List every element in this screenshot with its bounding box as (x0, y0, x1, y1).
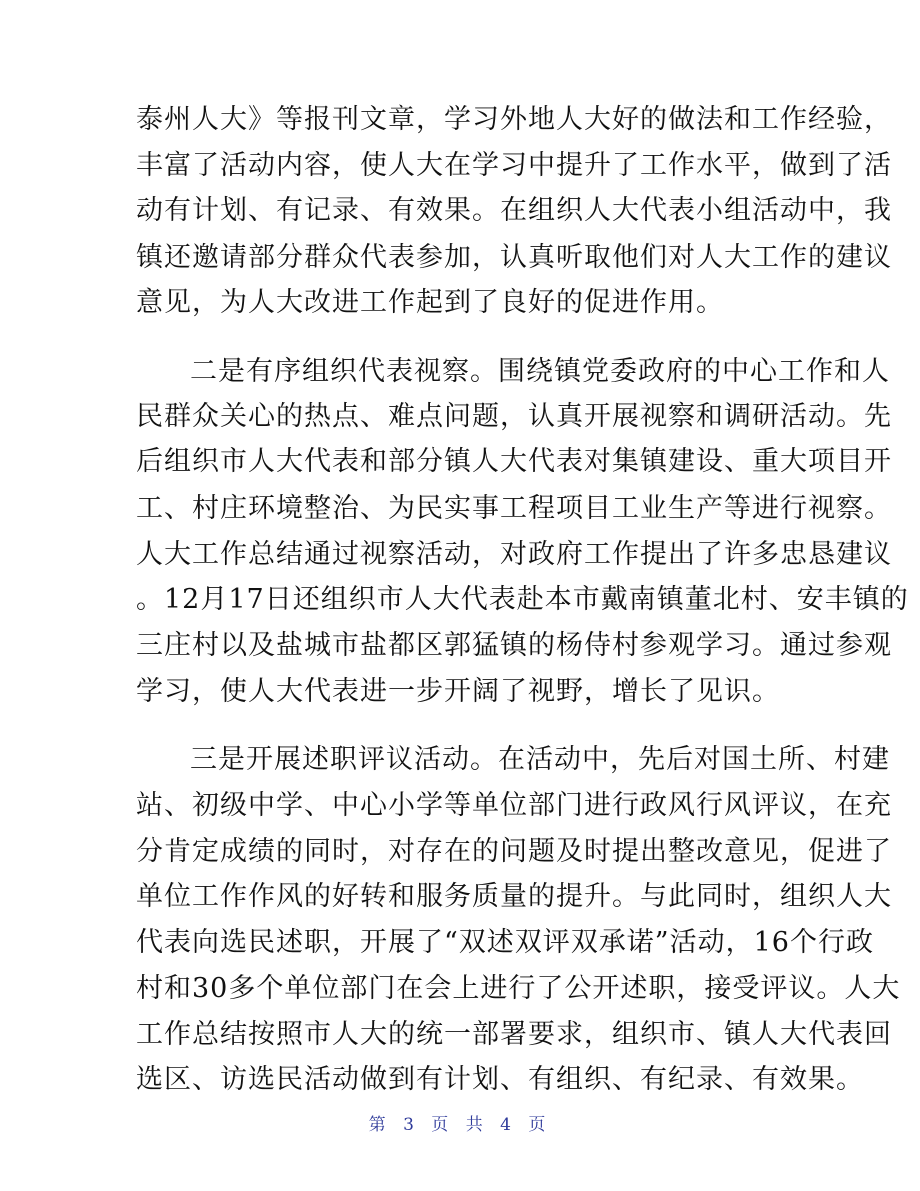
text-line: 工作总结按照市人大的统一部署要求，组织市、镇人大代表回 (136, 1019, 892, 1050)
text-line: 后组织市人大代表和部分镇人大代表对集镇建设、重大项目开 (136, 446, 892, 477)
text-line: 三庄村以及盐城市盐都区郭猛镇的杨侍村参观学习。通过参观 (136, 630, 892, 661)
text-line: 分肯定成绩的同时，对存在的问题及时提出整改意见，促进了 (136, 836, 892, 867)
text-line: 意见，为人大改进工作起到了良好的促进作用。 (136, 287, 724, 318)
text-line: 镇还邀请部分群众代表参加，认真听取他们对人大工作的建议 (136, 242, 892, 273)
text-line: 选区、访选民活动做到有计划、有组织、有纪录、有效果。 (136, 1064, 864, 1095)
page-number-footer: 第 3 页 共 4 页 (368, 1115, 552, 1135)
text-line: 人大工作总结通过视察活动，对政府工作提出了许多忠恳建议 (136, 539, 892, 570)
paragraph-start-line: 二是有序组织代表视察。围绕镇党委政府的中心工作和人 (190, 356, 890, 387)
text-line: 泰州人大》等报刊文章，学习外地人大好的做法和工作经验， (136, 104, 892, 135)
text-line: 。12月17日还组织市人大代表赴本市戴南镇董北村、安丰镇的 (136, 584, 909, 615)
text-line: 动有计划、有记录、有效果。在组织人大代表小组活动中，我 (136, 195, 892, 226)
text-line: 民群众关心的热点、难点问题，认真开展视察和调研活动。先 (136, 401, 892, 432)
text-line: 单位工作作风的好转和服务质量的提升。与此同时，组织人大 (136, 881, 892, 912)
text-line: 代表向选民述职，开展了“双述双评双承诺”活动，16个行政 (136, 927, 874, 958)
text-line: 丰富了活动内容，使人大在学习中提升了工作水平，做到了活 (136, 150, 892, 181)
text-line: 学习，使人大代表进一步开阔了视野，增长了见识。 (136, 676, 780, 707)
text-line: 工、村庄环境整治、为民实事工程项目工业生产等进行视察。 (136, 493, 892, 524)
text-line: 村和30多个单位部门在会上进行了公开述职，接受评议。人大 (136, 973, 901, 1004)
paragraph-start-line: 三是开展述职评议活动。在活动中，先后对国土所、村建 (190, 744, 890, 775)
text-line: 站、初级中学、中心小学等单位部门进行政风行风评议，在充 (136, 790, 892, 821)
